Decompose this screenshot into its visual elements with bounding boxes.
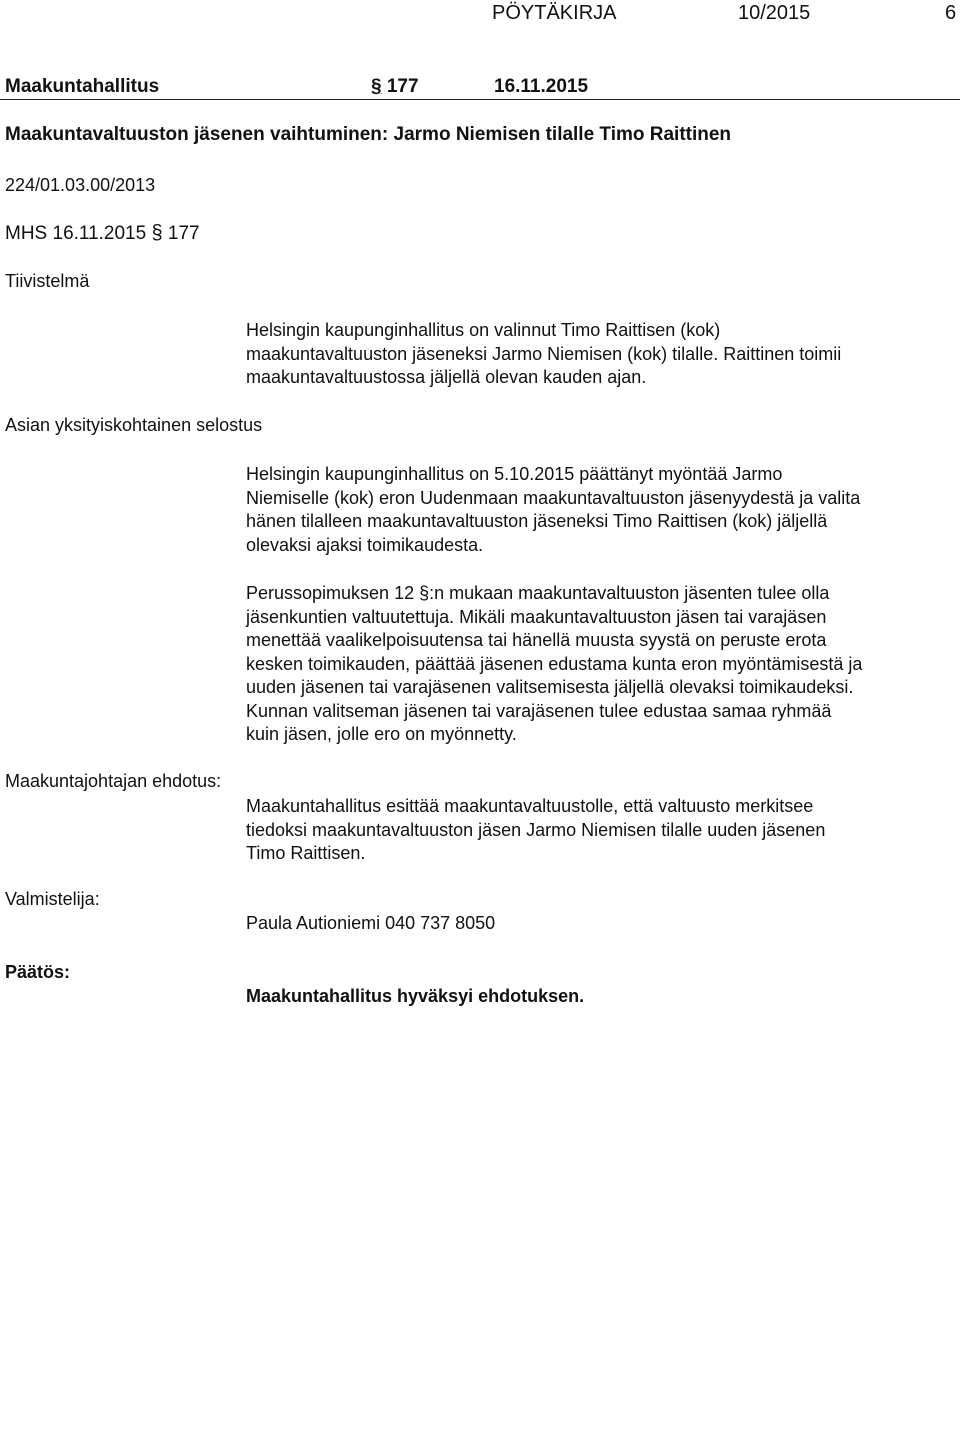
details-label: Asian yksityiskohtainen selostus [5,415,263,435]
summary-line: maakuntavaltuuston jäseneksi Jarmo Niemisen (kok) tilalle. Raittinen toimii [246,343,842,364]
minutes-number: 10/2015 [738,2,811,24]
proposal-line: tiedoksi maakuntavaltuuston jäsen Jarmo Niemisen tilalle uuden jäsenen [246,819,826,840]
proposal-line: Timo Raittisen. [246,843,366,863]
record-id: 224/01.03.00/2013 [5,175,156,195]
proposal-line: Maakuntahallitus esittää maakuntavaltuustolle, että valtuusto merkitsee [246,796,814,816]
reference-section: 177 [167,223,200,244]
preparer-label: Valmistelija: [5,889,100,909]
meeting-section [371,76,419,98]
details-line: olevaksi ajaksi toimikaudesta. [246,534,484,555]
details-line: uuden jäsenen tai varajäsenen valitsemisesta jäljellä olevaksi toimikaudeksi. [246,677,854,697]
document-type: PÖYTÄKIRJA [492,2,617,24]
decision-label: Päätös: [5,962,71,982]
proposal-text [246,795,958,866]
meeting-body: Maakuntahallitus [5,76,160,97]
decision-value: Maakuntahallitus hyväksyi ehdotuksen. [246,986,585,1006]
section-number: 177 [386,76,419,97]
details-line: Perussopimuksen 12 §:n mukaan maakuntavaltuuston jäsenten tulee olla [246,583,830,603]
details-paragraph-2 [246,582,958,747]
details-line: kesken toimikauden, päättää jäsenen edustama kunta eron myöntämisestä ja [246,653,863,674]
reference-section-sign: § [151,222,163,244]
reference [5,222,200,245]
details-line: menettää vaalikelpoisuutensa tai hänellä muusta syystä on peruste erota [246,630,827,650]
section-sign: § [371,76,382,97]
details-line: kuin jäsen, jolle ero on myönnetty. [246,724,517,744]
details-paragraph-1 [246,463,958,557]
meeting-date: 16.11.2015 [494,76,589,97]
details-line: hänen tilalleen maakuntavaltuuston jäseneksi Timo Raittisen (kok) jäljellä [246,511,828,531]
subject-title: Maakuntavaltuuston jäsenen vaihtuminen: Jarmo Niemisen tilalle Timo Raittinen [5,124,732,145]
summary-line: Helsingin kaupunginhallitus on valinnut Timo Raittisen (kok) [246,320,721,340]
summary-label: Tiivistelmä [5,271,90,291]
summary-text [246,319,958,390]
header-divider [0,99,960,100]
details-line: Helsingin kaupunginhallitus on 5.10.2015 päättänyt myöntää Jarmo [246,464,783,484]
page-number: 6 [945,2,957,24]
summary-line: maakuntavaltuustossa jäljellä olevan kauden ajan. [246,367,647,387]
details-line: Kunnan valitseman jäsenen tai varajäsenen tulee edustaa samaa ryhmää [246,700,832,721]
preparer-value: Paula Autioniemi 040 737 8050 [246,913,496,933]
details-line: jäsenkuntien valtuutettuja. Mikäli maakuntavaltuuston jäsen tai varajäsen [246,606,827,627]
reference-text: MHS 16.11.2015 [5,223,147,244]
details-line: Niemiselle (kok) eron Uudenmaan maakuntavaltuuston jäsenyydestä ja valita [246,487,861,508]
proposal-label: Maakuntajohtajan ehdotus: [5,771,222,791]
